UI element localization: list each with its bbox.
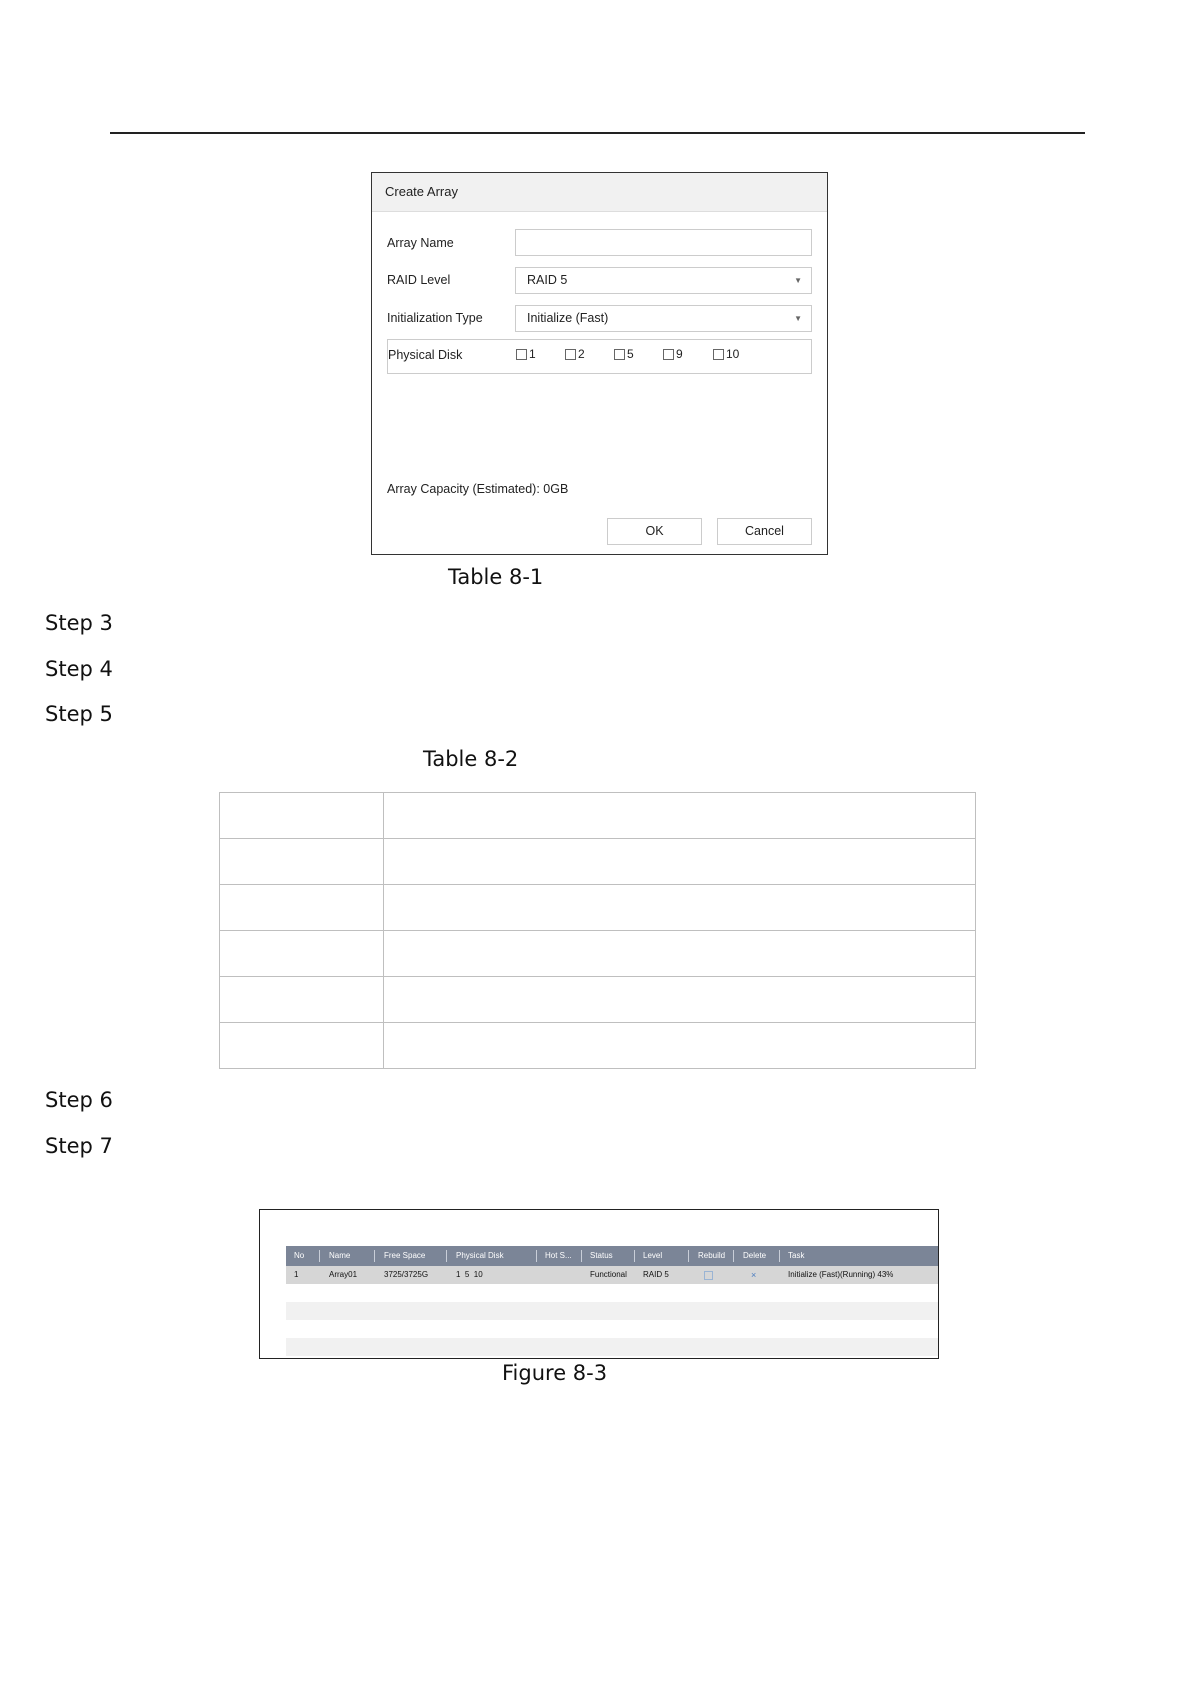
- init-type-value: Initialize (Fast): [527, 311, 609, 325]
- cell-free-space: 3725/3725G: [384, 1270, 429, 1279]
- checkbox-icon: [516, 349, 527, 360]
- create-array-dialog: [371, 172, 828, 555]
- disk-checkbox-5[interactable]: 5: [614, 347, 634, 361]
- header-delete: Delete: [743, 1251, 767, 1260]
- cell-task: Initialize (Fast)(Running) 43%: [788, 1270, 894, 1279]
- cell-status: Functional: [590, 1270, 627, 1279]
- step-7: Step 7: [45, 1134, 113, 1158]
- header-rule: [110, 132, 1085, 134]
- table-row[interactable]: [286, 1266, 938, 1284]
- table-row: [220, 977, 976, 1023]
- checkbox-icon: [713, 349, 724, 360]
- table-row: [286, 1284, 938, 1302]
- array-list-table: [286, 1246, 938, 1356]
- dialog-title: Create Array: [372, 173, 827, 212]
- step-3: Step 3: [45, 611, 113, 635]
- cell-no: 1: [294, 1270, 299, 1279]
- step-4: Step 4: [45, 657, 113, 681]
- delete-icon[interactable]: ×: [751, 1270, 757, 1280]
- init-type-select[interactable]: [515, 305, 812, 332]
- cell-level: RAID 5: [643, 1270, 669, 1279]
- cell-physical-disk: 1 5 10: [456, 1270, 483, 1279]
- table-row: [220, 839, 976, 885]
- array-list-screenshot: [259, 1209, 939, 1359]
- table-row: [220, 931, 976, 977]
- array-list-header: [286, 1246, 938, 1266]
- header-level: Level: [643, 1251, 663, 1260]
- empty-table: [219, 792, 976, 1069]
- raid-level-select[interactable]: [515, 267, 812, 294]
- step-5: Step 5: [45, 702, 113, 726]
- header-name: Name: [329, 1251, 351, 1260]
- checkbox-icon: [614, 349, 625, 360]
- array-name-label: Array Name: [387, 236, 454, 250]
- raid-level-value: RAID 5: [527, 273, 568, 287]
- cancel-button[interactable]: Cancel: [717, 518, 812, 545]
- chevron-down-icon: ▼: [794, 276, 802, 285]
- disk-checkbox-2[interactable]: 2: [565, 347, 585, 361]
- disk-checkbox-9[interactable]: 9: [663, 347, 683, 361]
- array-name-input[interactable]: [515, 229, 812, 256]
- table-row: [220, 1023, 976, 1069]
- init-type-label: Initialization Type: [387, 311, 483, 325]
- table-row: [220, 793, 976, 839]
- header-physical-disk: Physical Disk: [456, 1251, 504, 1260]
- step-6: Step 6: [45, 1088, 113, 1112]
- table-8-1-caption: Table 8-1: [448, 565, 544, 589]
- header-task: Task: [788, 1251, 805, 1260]
- array-capacity-text: Array Capacity (Estimated): 0GB: [387, 482, 569, 496]
- header-rebuild: Rebuild: [698, 1251, 726, 1260]
- table-8-2-caption: Table 8-2: [423, 747, 519, 771]
- header-status: Status: [590, 1251, 613, 1260]
- checkbox-icon: [565, 349, 576, 360]
- disk-checkbox-1[interactable]: 1: [516, 347, 536, 361]
- figure-8-3-caption: Figure 8-3: [502, 1361, 608, 1385]
- checkbox-icon: [663, 349, 674, 360]
- cell-name: Array01: [329, 1270, 358, 1279]
- physical-disk-group: [387, 339, 812, 374]
- header-hot-spare: Hot S...: [545, 1251, 572, 1260]
- raid-level-label: RAID Level: [387, 273, 451, 287]
- table-row: [220, 885, 976, 931]
- header-no: No: [294, 1251, 305, 1260]
- disk-checkbox-10[interactable]: 10: [713, 347, 739, 361]
- ok-button[interactable]: OK: [607, 518, 702, 545]
- table-row: [286, 1302, 938, 1320]
- chevron-down-icon: ▼: [794, 314, 802, 323]
- header-free-space: Free Space: [384, 1251, 426, 1260]
- physical-disk-label: Physical Disk: [388, 348, 463, 362]
- table-row: [286, 1338, 938, 1356]
- table-row: [286, 1320, 938, 1338]
